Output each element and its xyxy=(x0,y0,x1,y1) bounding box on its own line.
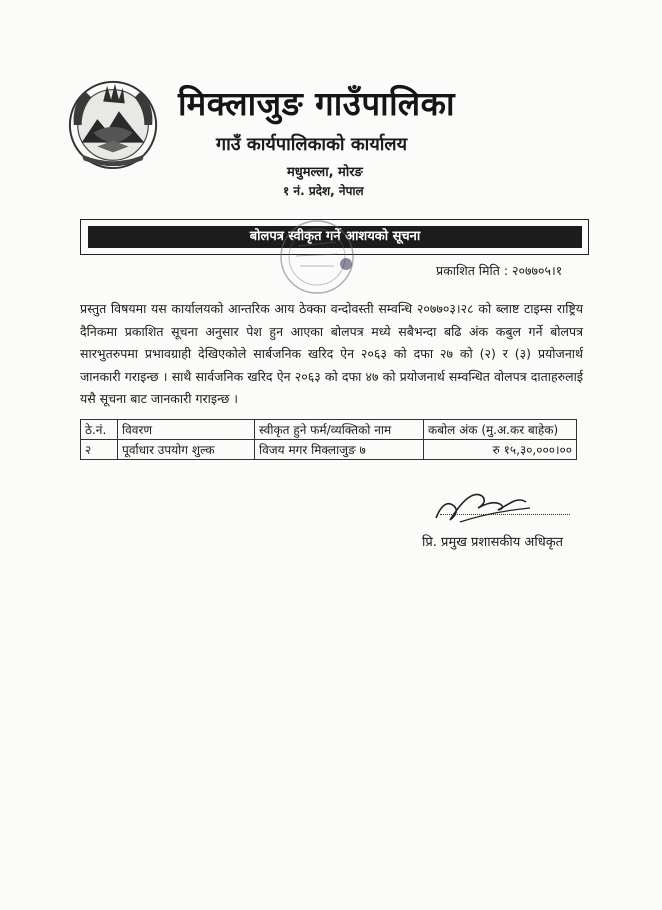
awards-table xyxy=(80,419,577,460)
table-header-row xyxy=(81,420,577,440)
cell-description: पूर्वाधार उपयोग शुल्क xyxy=(118,440,255,460)
signature-icon xyxy=(430,478,540,528)
office-name: गाउँ कार्यपालिकाको कार्यालय xyxy=(216,134,408,155)
notice-body: प्रस्तुत विषयमा यस कार्यालयको आन्तरिक आय ठेक्का वन्दोवस्ती सम्वन्धि २०७७०३।२८ को ब्लाष्ट टाइम्स राष्ट्रिय दैनिकमा प्रकाशित सूचना अनुसार पेश हुन आएका बोलपत्र मध्ये सबैभन्दा बढि अंक कबुल गर्ने बोलपत्र सारभुतरुपमा प्रभावग्राही देखिएकोले सार्बजनिक खरिद ऐन २०६३ को दफा २७ को (२) र (३) प्रयोजनार्थ जानकारी गराइन्छ । साथै सार्वजनिक खरिद ऐन २०६३ को दफा ४७ को प्रयोजनार्थ सम्वन्धित वोलपत्र दाताहरुलाई यसै सूचना बाट जानकारी गराइन्छ । xyxy=(80,301,583,406)
address-line1: मधुमल्ला, मोरङ xyxy=(287,165,363,180)
cell-contract-no: २ xyxy=(81,440,118,460)
cell-winner-name: विजय मगर मिक्लाजुङ ७ xyxy=(255,440,424,460)
org-name: मिक्लाजुङ गाउँपालिका xyxy=(178,84,455,123)
published-date xyxy=(436,262,562,279)
header-description: विवरण xyxy=(118,420,255,440)
published-date-label: प्रकाशित मिति : xyxy=(436,263,509,278)
header-winner-name: स्वीकृत हुने फर्म/व्यक्तिको नाम xyxy=(255,420,424,440)
published-date-value: २०७७०५।१ xyxy=(512,263,563,278)
nepal-emblem-icon xyxy=(64,74,162,172)
office-stamp-icon xyxy=(258,216,376,298)
table-row xyxy=(81,440,577,460)
header-contract-no: ठे.नं. xyxy=(81,420,118,440)
signatory-prefix: प्रि. xyxy=(422,535,437,550)
signatory-title: प्रमुख प्रशासकीय अधिकृत xyxy=(441,535,564,550)
header-bid-amount: कबोल अंक (मु.अ.कर बाहेक) xyxy=(424,420,577,440)
notice-title: बोलपत्र स्वीकृत गर्ने आशयको सूचना xyxy=(88,226,582,248)
cell-bid-amount: रु १५,३०,०००।०० xyxy=(424,440,577,460)
signatory-designation xyxy=(422,532,563,550)
signature-line xyxy=(440,514,570,515)
address-line2: १ नं. प्रदेश, नेपाल xyxy=(283,184,364,198)
